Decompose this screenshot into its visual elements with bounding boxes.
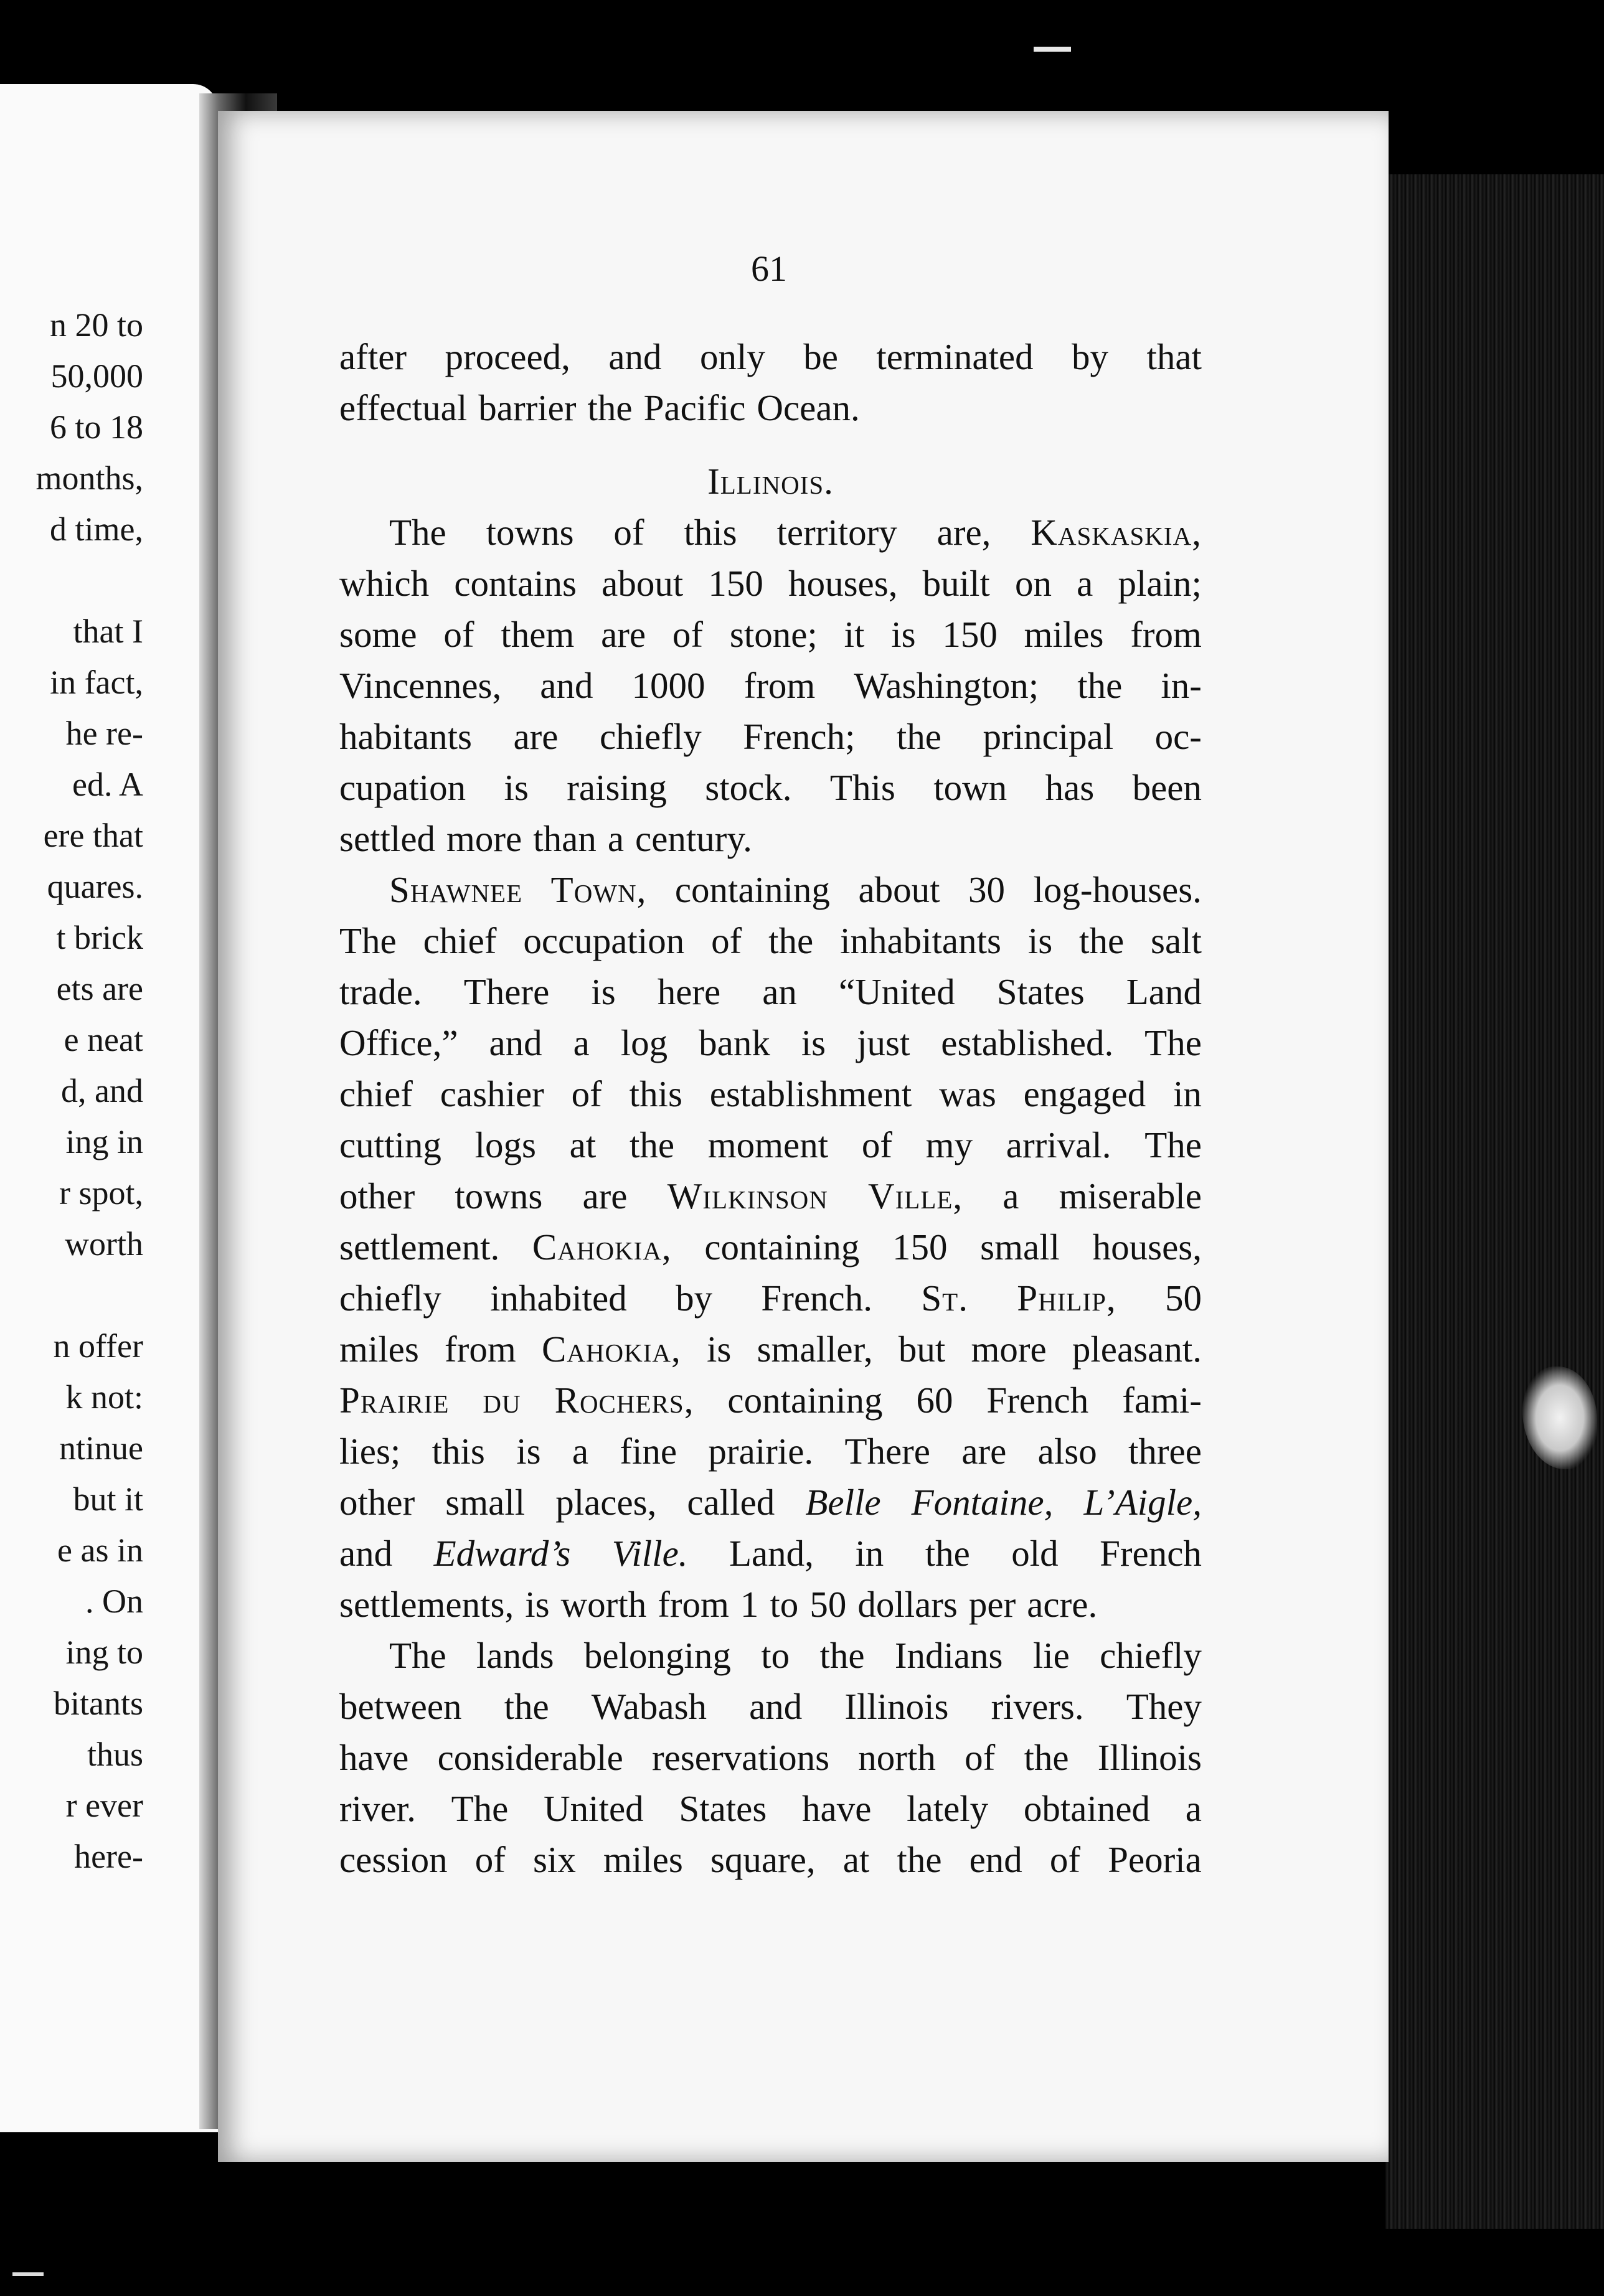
left-page-line: here- — [74, 1838, 143, 1875]
left-page-line: in fact, — [50, 664, 143, 701]
text-line: effectual barrier the Pacific Ocean. — [339, 387, 860, 428]
spacer — [339, 433, 1202, 456]
left-page-line: 50,000 — [50, 357, 143, 395]
left-page-line: k not: — [65, 1378, 143, 1416]
left-page-line: ing in — [65, 1123, 143, 1160]
left-page-line: ere that — [43, 817, 143, 854]
text-line: have considerable reservations north of the Illinois — [339, 1737, 1202, 1778]
left-page-line: n offer — [53, 1327, 143, 1365]
left-page-line: ed. A — [72, 766, 143, 803]
text-line: lies; this is a fine prairie. There are also three — [339, 1431, 1202, 1472]
left-page-line: ing to — [65, 1634, 143, 1671]
text-line: cutting logs at the moment of my arrival. The — [339, 1124, 1202, 1165]
text-line: and Edward’s Ville. Land, in the old French — [339, 1533, 1202, 1574]
text-line: chiefly inhabited by French. St. Philip, 50 — [339, 1277, 1202, 1319]
text-line: Office,” and a log bank is just established. The — [339, 1022, 1202, 1063]
page-number: 61 — [751, 248, 787, 289]
text-line: trade. There is here an “United States Land — [339, 971, 1202, 1012]
text-line: habitants are chiefly French; the principal oc- — [339, 716, 1202, 757]
left-page-line: ntinue — [59, 1429, 143, 1467]
left-page-line: he re- — [65, 715, 143, 752]
left-page-line: thus — [87, 1736, 143, 1773]
text-line: cession of six miles square, at the end of Peoria — [339, 1839, 1202, 1880]
left-page-line: quares. — [47, 868, 143, 905]
text-line: settlements, is worth from 1 to 50 dollars per acre. — [339, 1584, 1098, 1625]
left-page-line: e neat — [64, 1021, 143, 1058]
text-line: The chief occupation of the inhabitants is the salt — [339, 920, 1202, 961]
left-page-line: e as in — [57, 1531, 143, 1569]
text-line: settled more than a century. — [339, 818, 752, 859]
left-page-line: r ever — [65, 1787, 143, 1824]
text-line: chief cashier of this establishment was engaged in — [339, 1073, 1202, 1114]
text-line: other towns are Wilkinson Ville, a miserable — [339, 1175, 1202, 1216]
left-page-line: 6 to 18 — [49, 408, 143, 446]
text-line: miles from Cahokia, is smaller, but more pleasant. — [339, 1329, 1202, 1370]
body-text — [339, 331, 1202, 1885]
text-line: some of them are of stone; it is 150 miles from — [339, 614, 1202, 655]
text-line: settlement. Cahokia, containing 150 small houses, — [339, 1226, 1202, 1268]
section-heading — [339, 456, 1202, 507]
text-line: which contains about 150 houses, built on a plain; — [339, 563, 1202, 604]
left-facing-page — [0, 84, 218, 2132]
text-line: The lands belonging to the Indians lie chiefly — [389, 1635, 1202, 1676]
left-page-line: n 20 to — [49, 306, 143, 344]
text-line: after proceed, and only be terminated by that — [339, 336, 1202, 377]
left-page-line: that I — [73, 613, 143, 650]
scan-mark — [12, 2272, 44, 2276]
left-page-line: t brick — [56, 919, 143, 956]
left-page-line: bitants — [54, 1685, 143, 1722]
left-page-line: d time, — [50, 510, 143, 548]
text-line: Vincennes, and 1000 from Washington; the in- — [339, 665, 1202, 706]
left-page-line: d, and — [61, 1072, 143, 1109]
text-line: The towns of this territory are, Kaskaskia, — [389, 512, 1202, 553]
left-page-line: . On — [85, 1583, 143, 1620]
left-page-line: ets are — [56, 970, 143, 1007]
left-page-line: r spot, — [59, 1174, 143, 1212]
page-edge — [1385, 174, 1604, 2229]
text-line: cupation is raising stock. This town has been — [339, 767, 1202, 808]
scan-mark — [1034, 47, 1071, 52]
text-line: Shawnee Town, containing about 30 log-houses. — [389, 869, 1202, 910]
text-line: river. The United States have lately obtained a — [339, 1788, 1202, 1829]
text-line: between the Wabash and Illinois rivers. They — [339, 1686, 1202, 1727]
left-page-line: worth — [65, 1225, 143, 1263]
text-line: Prairie du Rochers, containing 60 French fami- — [339, 1380, 1202, 1421]
left-page-line: but it — [73, 1480, 143, 1518]
section-heading-text: Illinois. — [707, 461, 834, 502]
left-page-line: months, — [35, 459, 143, 497]
text-line: other small places, called Belle Fontaine, L’Aigle, — [339, 1482, 1202, 1523]
